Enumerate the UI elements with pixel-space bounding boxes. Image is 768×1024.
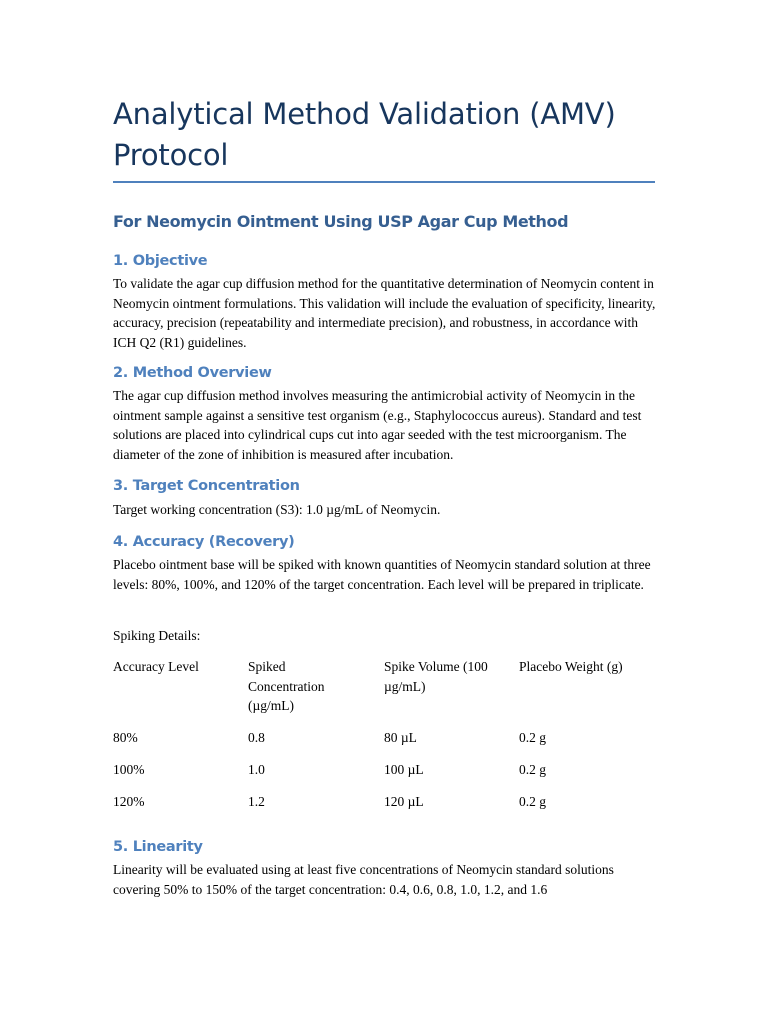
table-cell: 1.2 — [248, 794, 265, 809]
section-text-objective: To validate the agar cup diffusion method for the quantitative determination of Neomycin content in Neomycin ointment formulations. This validation will include the evaluation of specificity, linearity, accuracy, precision (repeatability and intermediate precision), and robustness, in accordance with ICH Q2 (R1) guidelines. — [113, 276, 656, 350]
document-subtitle: For Neomycin Ointment Using USP Agar Cup Method — [113, 212, 569, 231]
table-cell: 100 µL — [384, 762, 424, 777]
table-cell: 120 µL — [384, 794, 424, 809]
section-heading-method-overview: 2. Method Overview — [113, 365, 272, 381]
section-heading-accuracy: 4. Accuracy (Recovery) — [113, 534, 295, 550]
table-cell: 0.8 — [248, 730, 265, 745]
table-cell: 80 µL — [384, 730, 417, 745]
table-header-cell: Spiked Concentration (µg/mL) — [248, 659, 325, 714]
section-heading-objective: 1. Objective — [113, 253, 208, 269]
table-header-cell: Accuracy Level — [113, 659, 199, 674]
page-title: Analytical Method Validation (AMV) Protocol — [113, 97, 616, 172]
table-cell: 120% — [113, 794, 145, 809]
table-cell: 0.2 g — [519, 730, 546, 745]
section-text-linearity: Linearity will be evaluated using at least five concentrations of Neomycin standard solutions covering 50% to 150% of the target concentration: 0.4, 0.6, 0.8, 1.0, 1.2, and 1.6 — [113, 862, 614, 897]
title-divider — [113, 181, 655, 183]
section-heading-linearity: 5. Linearity — [113, 839, 203, 855]
section-text-target-concentration: Target working concentration (S3): 1.0 µg/mL of Neomycin. — [113, 502, 441, 517]
table-cell: 80% — [113, 730, 138, 745]
table-header-cell: Spike Volume (100 µg/mL) — [384, 659, 488, 694]
table-cell: 0.2 g — [519, 794, 546, 809]
table-caption: Spiking Details: — [113, 628, 201, 643]
section-text-method-overview: The agar cup diffusion method involves measuring the antimicrobial activity of Neomycin in the ointment sample against a sensitive test organism (e.g., Staphylococcus aureus). Standard and test solutions are placed into cylindrical cups cut into agar seeded with the test microorganism. The diameter of the zone of inhibition is measured after incubation. — [113, 388, 642, 462]
table-cell: 1.0 — [248, 762, 265, 777]
table-cell: 0.2 g — [519, 762, 546, 777]
table-cell: 100% — [113, 762, 145, 777]
document-page — [113, 94, 656, 897]
table-header-cell: Placebo Weight (g) — [519, 659, 623, 674]
section-heading-target-concentration: 3. Target Concentration — [113, 478, 300, 494]
section-text-accuracy: Placebo ointment base will be spiked with known quantities of Neomycin standard solution at three levels: 80%, 100%, and 120% of the target concentration. Each level will be prepared in triplicate. — [113, 557, 651, 592]
